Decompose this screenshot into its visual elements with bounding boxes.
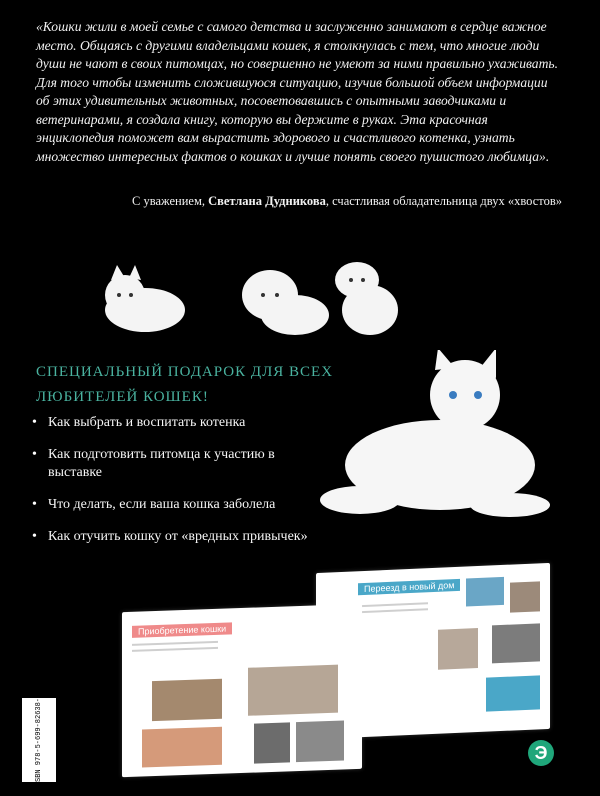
book-photo [438, 628, 478, 670]
text-line [132, 647, 218, 652]
white-cat-image [320, 350, 560, 525]
book-left-title: Приобретение кошки [132, 622, 232, 637]
gift-heading [36, 360, 336, 410]
isbn-text: ISBN 978-5-699-82638-4 [35, 693, 44, 787]
gift-line-1: СПЕЦИАЛЬНЫЙ ПОДАРОК ДЛЯ ВСЕХ [36, 364, 334, 380]
book-photo [492, 623, 540, 663]
signature-prefix: С уважением, [132, 194, 209, 208]
signature-name: Светлана Дудникова [208, 194, 326, 208]
book-photo [152, 679, 222, 721]
text-line [358, 608, 428, 613]
feature-item: • Как подготовить питомца к участию в выставке [30, 446, 330, 482]
book-right-title: Переезд в новый дом [358, 579, 460, 595]
book-photo [510, 581, 540, 612]
feature-item: • Что делать, если ваша кошка заболела [30, 496, 330, 514]
book-photo [254, 722, 290, 763]
text-line [132, 641, 218, 646]
gift-line-2: ЛЮБИТЕЛЕЙ КОШЕК! [36, 389, 209, 405]
feature-item: • Как отучить кошку от «вредных привычек» [30, 528, 330, 546]
book-photo [486, 675, 540, 711]
feature-item: • Как выбрать и воспитать котенка [30, 414, 330, 432]
isbn-barcode [22, 693, 56, 787]
text-line [358, 602, 428, 607]
signature-suffix: , счастливая обладательница двух «хвостов» [325, 194, 562, 208]
kittens-image [95, 240, 475, 350]
book-photo [142, 727, 222, 768]
book-photo [248, 665, 338, 716]
feature-list [30, 414, 330, 560]
quote-text: «Кошки жили в моей семье с самого детства и заслуженно занимают в сердце важное место. Общаясь с другими владельцами кошек, я столкнулась с тем, что многие люди души не чают в своих питомцах, но совершенно не умеют за ними правильно ухаживать. Для того чтобы изменить сложившуюся ситуацию, изучив большой объем информации об этих удивительных животных, посоветовавшись с опытными заводчиками и ветеринарами, я создала книгу, которую вы держите в руках. Эта красочная энциклопедия поможет вам вырастить здорового и счастливого котенка, узнать множество интересных фактов о кошках и лучше понять своего пушистого любимца». [36, 19, 559, 164]
book-photo [466, 577, 504, 607]
signature [40, 194, 562, 209]
publisher-logo: Э [528, 740, 554, 766]
book-spread-left [122, 604, 362, 777]
book-photo [296, 720, 344, 762]
